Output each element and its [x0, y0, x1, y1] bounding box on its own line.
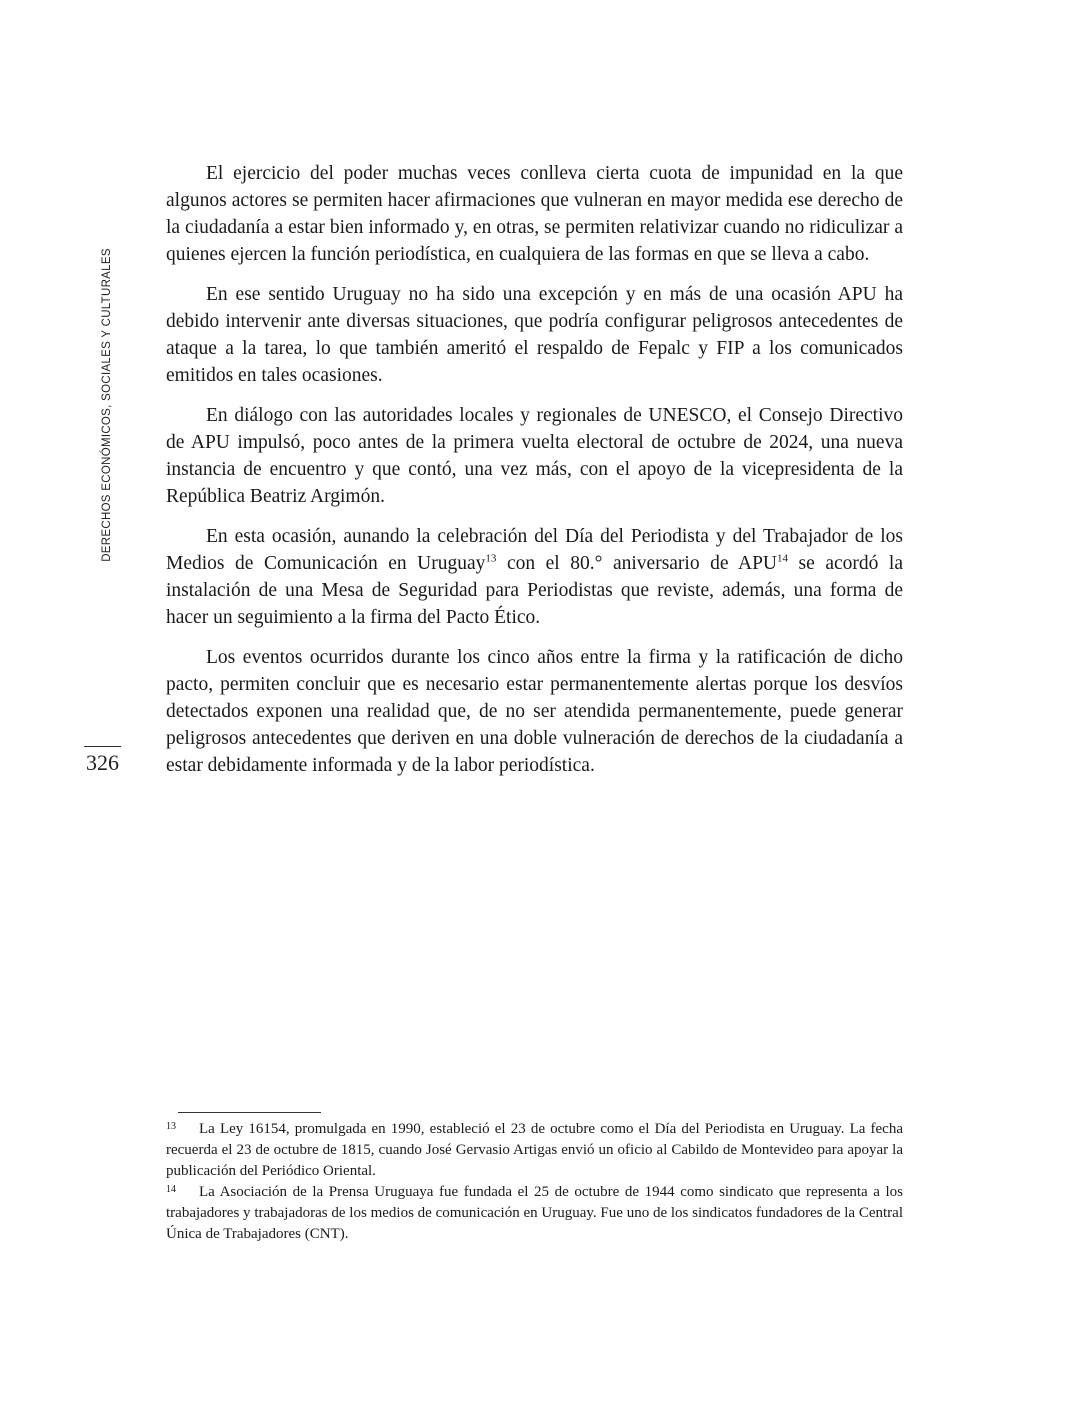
footnotes	[166, 1119, 903, 1245]
footnote-number: 14	[166, 1184, 176, 1195]
paragraph-4	[166, 523, 903, 631]
footnote-separator	[178, 1112, 321, 1113]
page-number-rule	[84, 746, 121, 747]
body-text	[166, 160, 903, 792]
footnote-14	[166, 1182, 903, 1245]
footnote-13	[166, 1119, 903, 1182]
footnote-reference-14[interactable]: 14	[777, 552, 789, 565]
footnote-number: 13	[166, 1121, 176, 1132]
paragraph-1: El ejercicio del poder muchas veces conlleva cierta cuota de impunidad en la que algunos actores se permiten hacer afirmaciones que vulneran en mayor medida ese derecho de la ciudadanía a estar bien informado y, en otras, se permiten relativizar cuando no ridiculizar a quienes ejercen la función periodística, en cualquiera de las formas en que se lleva a cabo.	[166, 163, 903, 265]
footnote-reference-13[interactable]: 13	[485, 552, 497, 565]
page-number: 326	[86, 750, 119, 775]
footnote-text: La Asociación de la Prensa Uruguaya fue fundada el 25 de octubre de 1944 como sindicato que representa a los trabajadores y trabajadoras de los medios de comunicación en Uruguay. Fue uno de los sindicatos fundadores de la Central Única de Trabajadores (CNT).	[166, 1184, 903, 1242]
paragraph-4-text-2: con el 80.° aniversario de APU	[496, 553, 778, 574]
footnote-text: La Ley 16154, promulgada en 1990, estableció el 23 de octubre como el Día del Periodista en Uruguay. La fecha recuerda el 23 de octubre de 1815, cuando José Gervasio Artigas envió un oficio al Cabildo de Montevideo para apoyar la publicación del Periódico Oriental.	[166, 1121, 903, 1179]
paragraph-3: En diálogo con las autoridades locales y regionales de UNESCO, el Consejo Directivo de APU impulsó, poco antes de la primera vuelta electoral de octubre de 2024, una nueva instancia de encuentro y que contó, una vez más, con el apoyo de la vicepresidenta de la República Beatriz Argimón.	[166, 405, 903, 507]
paragraph-2: En ese sentido Uruguay no ha sido una excepción y en más de una ocasión APU ha debido intervenir ante diversas situaciones, que podría configurar peligrosos antecedentes de ataque a la tarea, lo que también ameritó el respaldo de Fepalc y FIP a los comunicados emitidos en tales ocasiones.	[166, 284, 903, 386]
running-header: DERECHOS ECONÓMICOS, SOCIALES Y CULTURALES	[101, 248, 113, 562]
paragraph-4-text-1: En esta ocasión, aunando la celebración del Día del Periodista y del Trabajador de los Medios de Comunicación en Uruguay	[166, 526, 903, 574]
paragraph-4-text-3: se acordó la instalación de una Mesa de Seguridad para Periodistas que reviste, además, una forma de hacer un seguimiento a la firma del Pacto Ético.	[166, 553, 903, 628]
paragraph-5: Los eventos ocurridos durante los cinco años entre la firma y la ratificación de dicho pacto, permiten concluir que es necesario estar permanentemente alertas porque los desvíos detectados exponen una realidad que, de no ser atendida permanentemente, puede generar peligrosos antecedentes que deriven en una doble vulneración de derechos de la ciudadanía a estar debidamente informada y de la labor periodística.	[166, 647, 903, 776]
